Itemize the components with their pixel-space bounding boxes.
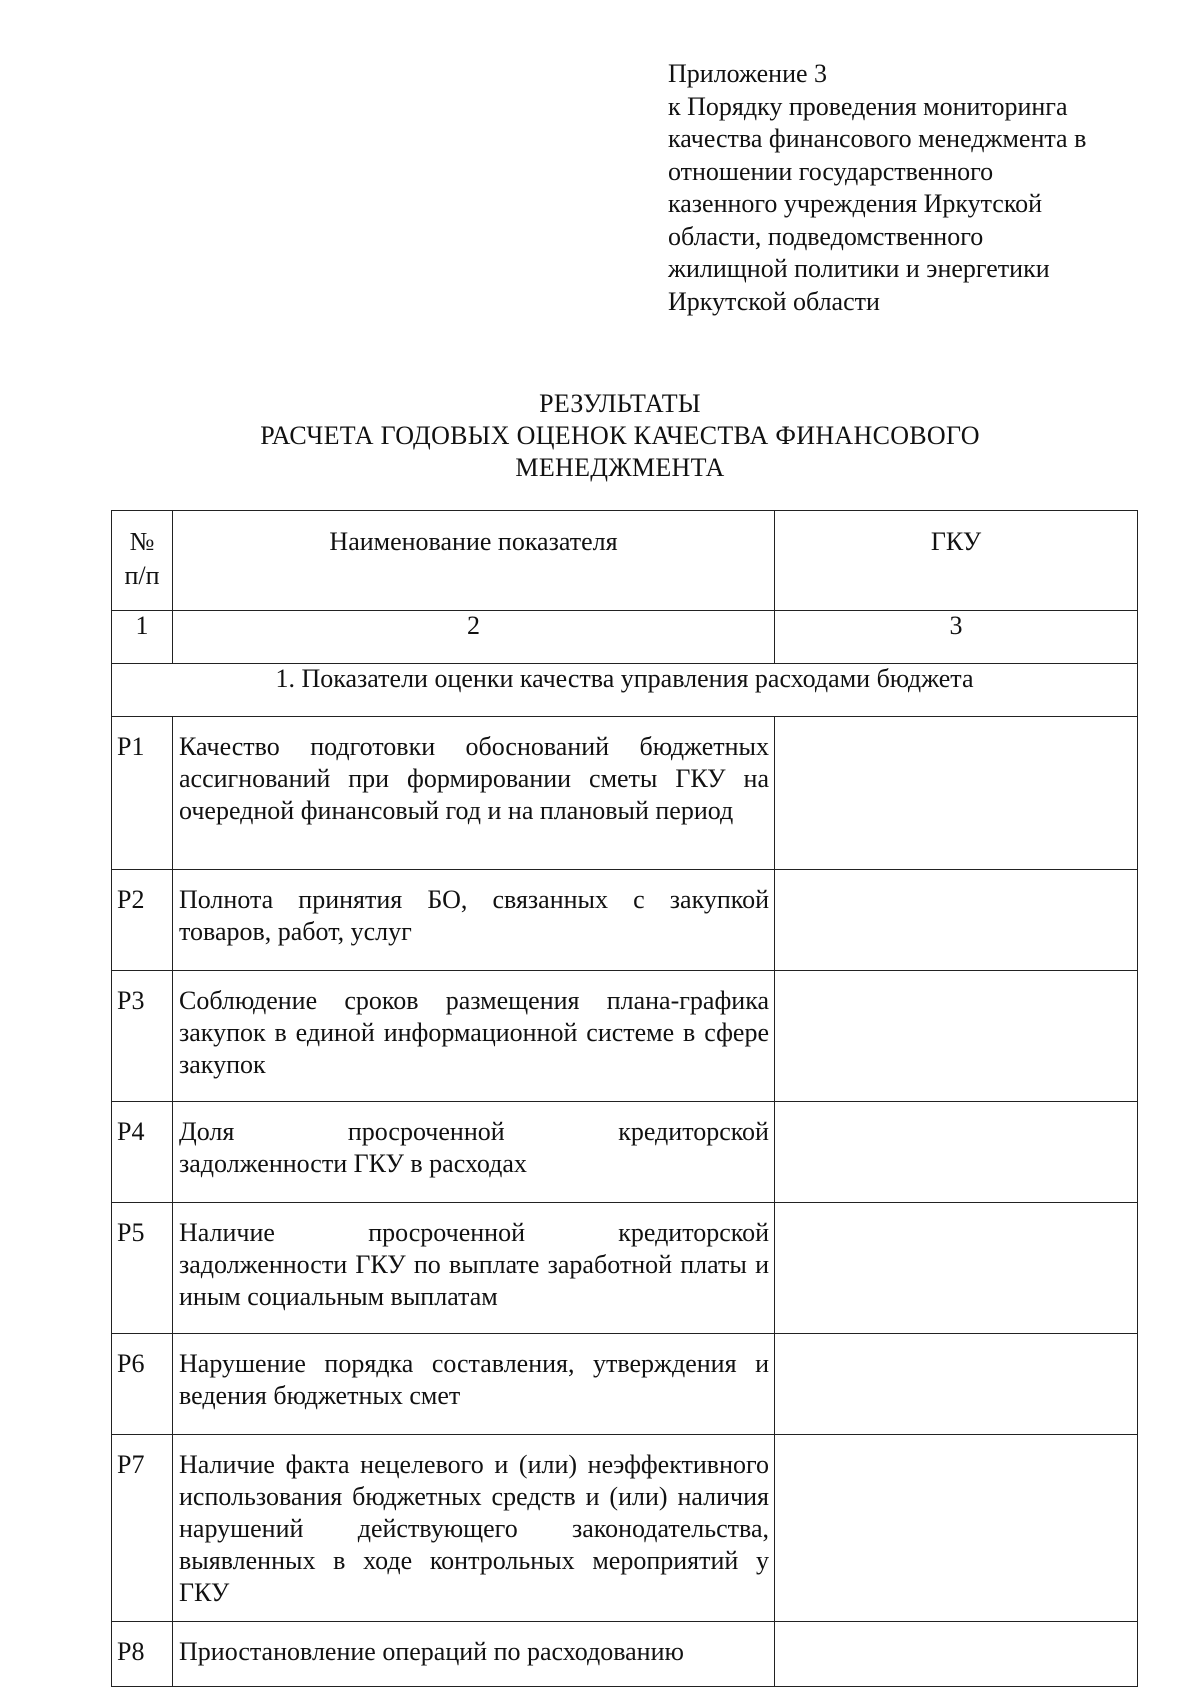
row-word: Доля — [179, 1117, 235, 1146]
appendix-line: Приложение 3 — [668, 59, 828, 88]
row-description: Качество подготовки обоснований бюджетных ассигнований при формировании сметы ГКУ на очередной финансовый год и на плановый период — [173, 717, 775, 870]
header-num-symbol: № — [129, 527, 155, 556]
appendix-line: Иркутской области — [668, 286, 880, 316]
table-row — [112, 1622, 1138, 1687]
table-row — [112, 971, 1138, 1102]
appendix-line: области, подведомственного — [668, 221, 984, 251]
table-row — [112, 1334, 1138, 1435]
row-value — [775, 717, 1138, 870]
row-description — [173, 1622, 775, 1687]
row-code: Р5 — [112, 1203, 173, 1334]
column-number: 2 — [173, 611, 775, 664]
row-word: кредиторской — [618, 1218, 769, 1247]
row-code: Р3 — [112, 971, 173, 1102]
row-description: Наличие факта нецелевого и (или) неэффективного использования бюджетных средств и (или) наличия нарушений действующего законодательства, выявленных в ходе контрольных мероприятий у ГКУ — [173, 1435, 775, 1622]
appendix-line: к Порядку проведения мониторинга — [668, 91, 1068, 121]
title-line-1: РЕЗУЛЬТАТЫ — [539, 389, 701, 418]
header-gku-cell: ГКУ — [775, 511, 1138, 611]
appendix-line: казенного учреждения Иркутской — [668, 189, 1043, 218]
row-code: Р1 — [112, 717, 173, 870]
row-word: Наличие — [179, 1218, 275, 1247]
row-word: просроченной — [347, 1117, 505, 1146]
row-description-rest: задолженности ГКУ по выплате заработной платы и иным социальным выплатам — [179, 1250, 769, 1311]
row-description — [173, 1102, 775, 1203]
appendix-line: качества финансового менеджмента в — [668, 124, 1087, 153]
table-header-row — [112, 511, 1138, 611]
row-value — [775, 1622, 1138, 1687]
row-description-first-line — [179, 1217, 769, 1249]
row-word: кредиторской — [618, 1117, 769, 1146]
table-row — [112, 1435, 1138, 1622]
section-title: 1. Показатели оценки качества управления расходами бюджета — [112, 664, 1138, 717]
row-value — [775, 1102, 1138, 1203]
row-code: Р4 — [112, 1102, 173, 1203]
row-description — [173, 1203, 775, 1334]
column-numbers-row — [112, 611, 1138, 664]
row-description-first-line: Приостановление операций по расходованию — [179, 1637, 684, 1666]
row-value — [775, 1334, 1138, 1435]
appendix-header — [668, 58, 1148, 318]
row-value — [775, 971, 1138, 1102]
document-title — [120, 388, 1120, 484]
row-code: Р8 — [112, 1622, 173, 1687]
header-num-cell — [112, 511, 173, 611]
row-value — [775, 1435, 1138, 1622]
row-value — [775, 1203, 1138, 1334]
header-name-cell: Наименование показателя — [173, 511, 775, 611]
results-table — [111, 510, 1138, 1687]
row-word: просроченной — [368, 1218, 525, 1247]
row-description: Нарушение порядка составления, утверждения и ведения бюджетных смет — [173, 1334, 775, 1435]
table-row — [112, 1203, 1138, 1334]
row-description-rest: задолженности ГКУ в расходах — [179, 1149, 527, 1178]
row-description: Полнота принятия БО, связанных с закупкой товаров, работ, услуг — [173, 870, 775, 971]
table-row — [112, 870, 1138, 971]
section-row — [112, 664, 1138, 717]
row-code: Р7 — [112, 1435, 173, 1622]
row-code: Р6 — [112, 1334, 173, 1435]
appendix-line: отношении государственного — [668, 156, 994, 186]
row-description: Соблюдение сроков размещения плана-графика закупок в единой информационной системе в сфере закупок — [173, 971, 775, 1102]
title-line-3: МЕНЕДЖМЕНТА — [515, 453, 725, 482]
row-value — [775, 870, 1138, 971]
appendix-line: жилищной политики и энергетики — [668, 254, 1050, 283]
column-number: 3 — [775, 611, 1138, 664]
title-line-2: РАСЧЕТА ГОДОВЫХ ОЦЕНОК КАЧЕСТВА ФИНАНСОВОГО — [260, 421, 980, 450]
table-row — [112, 1102, 1138, 1203]
column-number: 1 — [112, 611, 173, 664]
row-description-first-line — [179, 1116, 769, 1148]
header-num-pp: п/п — [124, 561, 160, 590]
row-code: Р2 — [112, 870, 173, 971]
table-row — [112, 717, 1138, 870]
